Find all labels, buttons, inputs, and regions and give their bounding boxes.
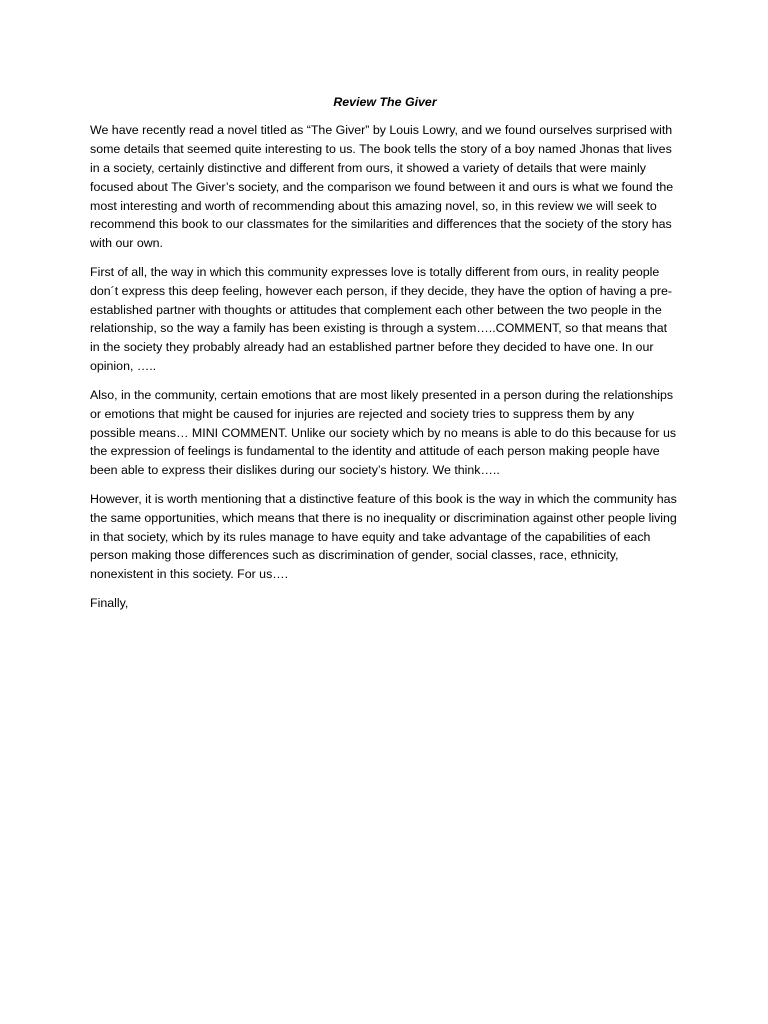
document-body bbox=[90, 93, 680, 622]
paragraph-love: First of all, the way in which this community expresses love is totally different from ours, in reality people don´t express this deep feeling, however each person, if they decide, they have the option of having a pre-established partner with thoughts or attitudes that complement each other between the two people in the relationship, so the way a family has been existing is through a system…..COMMENT, so that means that in the society they probably already had an established partner before they decided to have one. In our opinion, ….. bbox=[90, 264, 673, 374]
paragraph-emotions: Also, in the community, certain emotions that are most likely presented in a person during the relationships or emotions that might be caused for injuries are rejected and society tries to suppress them by any possible means… MINI COMMENT. Unlike our society which by no means is able to do this because for us the expression of feelings is fundamental to the identity and attitude of each person making people have been able to express their dislikes during our society’s history. We think….. bbox=[90, 387, 677, 478]
paragraph-equality: However, it is worth mentioning that a distinctive feature of this book is the way in which the community has the same opportunities, which means that there is no inequality or discrimination against other people living in that society, which by its rules manage to have equity and take advantage of the capabilities of each person making those differences such as discrimination of gender, social classes, race, ethnicity, nonexistent in this society. For us…. bbox=[90, 491, 677, 582]
paragraph-introduction: We have recently read a novel titled as “The Giver” by Louis Lowry, and we found ourselves surprised with some details that seemed quite interesting to us. The book tells the story of a boy named Jhonas that lives in a society, certainly distinctive and different from ours, it showed a variety of details that were mainly focused about The Giver’s society, and the comparison we found between it and ours is what we found the most interesting and worth of recommending about this amazing novel, so, in this review we will seek to recommend this book to our classmates for the similarities and differences that the society of the story has with our own. bbox=[90, 122, 674, 251]
document-title: Review The Giver bbox=[333, 95, 437, 109]
paragraph-conclusion: Finally, bbox=[90, 595, 129, 610]
